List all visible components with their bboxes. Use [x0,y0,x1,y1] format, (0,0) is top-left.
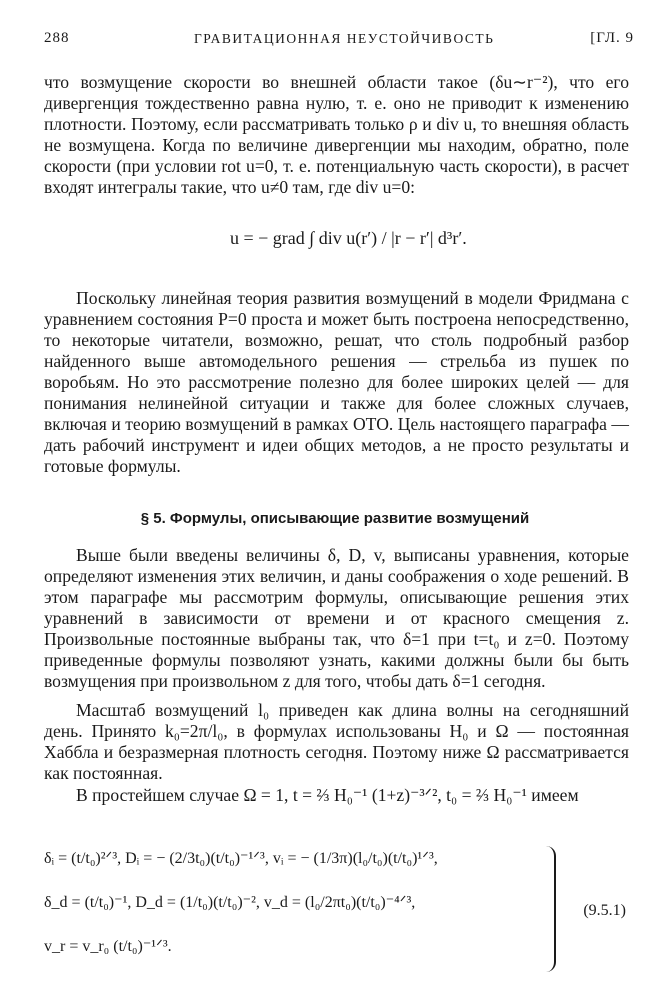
paragraph-4: Масштаб возмущений l₀ приведен как длина волны на сегодняшний день. Принято k₀=2π/l₀, в формулах использованы H₀ и Ω — постоянная Хаббла и безразмерная плотность сегодня. Поэтому ниже Ω рассматривается как постоянная. [44,700,629,783]
right-brace [540,846,556,972]
running-title: ГРАВИТАЦИОННАЯ НЕУСТОЙЧИВОСТЬ [194,31,495,46]
equation-line-1: δᵢ = (t/t₀)²ᐟ³, Dᵢ = − (2/3t₀)(t/t₀)⁻¹ᐟ³, vᵢ = − (1/3π)(l₀/t₀)(t/t₀)¹ᐟ³, [44,850,438,867]
equation-gradient-integral: u = − grad ∫ div u(r′) / |r − r′| d³r′. [230,228,467,248]
equation-line-2: δ_d = (t/t₀)⁻¹, D_d = (1/t₀)(t/t₀)⁻², v_d = (l₀/2πt₀)(t/t₀)⁻⁴ᐟ³, [44,894,416,911]
paragraph-5: В простейшем случае Ω = 1, t = ⅔ H₀⁻¹ (1+z)⁻³ᐟ², t₀ = ⅔ H₀⁻¹ имеем [76,785,579,805]
chapter-marker: [ГЛ. 9 [590,30,634,46]
paragraph-3: Выше были введены величины δ, D, v, выписаны уравнения, которые определяют изменения этих величин, и даны соображения о ходе решений. В этом параграфе мы рассмотрим формулы, описывающие решения этих уравнений в зависимости от времени и от красного смещения z. Произвольные постоянные выбраны так, что δ=1 при t=t₀ и z=0. Поэтому приведенные формулы позволяют узнать, какими должны были бы быть возмущения при произвольном z для того, чтобы дать δ=1 сегодня. [44,545,629,691]
equation-line-3: v_r = v_r₀ (t/t₀)⁻¹ᐟ³. [44,938,172,955]
equation-block-9-5-1 [44,846,634,976]
paragraph-1: что возмущение скорости во внешней области такое (δu∼r⁻²), что его дивергенция тождественно равна нулю, т. е. оно не приводит к изменению плотности. Поэтому, если рассматривать только ρ и div u, то внешняя область не возмущена. Когда по величине дивергенции мы находим, обратно, поле скорости (при условии rot u=0, т. е. потенциальную часть скорости), в расчет входят интегралы такие, что u≠0 там, где div u=0: [44,72,629,197]
paragraph-2: Поскольку линейная теория развития возмущений в модели Фридмана с уравнением состояния P=0 проста и может быть построена непосредственно, то некоторые читатели, возможно, решат, что столь подробный разбор найденного выше автомодельного решения — стрельба из пушек по воробьям. Но это рассмотрение полезно для более широких целей — для понимания нелинейной ситуации и также для более сложных случаев, включая и теорию возмущений в рамках ОТО. Цель настоящего параграфа — дать рабочий инструмент и идеи общих методов, а не просто результаты и готовые формулы. [44,288,629,476]
section-title: § 5. Формулы, описывающие развитие возмущений [140,510,530,527]
equation-number: (9.5.1) [583,902,626,919]
page-number: 288 [44,30,70,46]
